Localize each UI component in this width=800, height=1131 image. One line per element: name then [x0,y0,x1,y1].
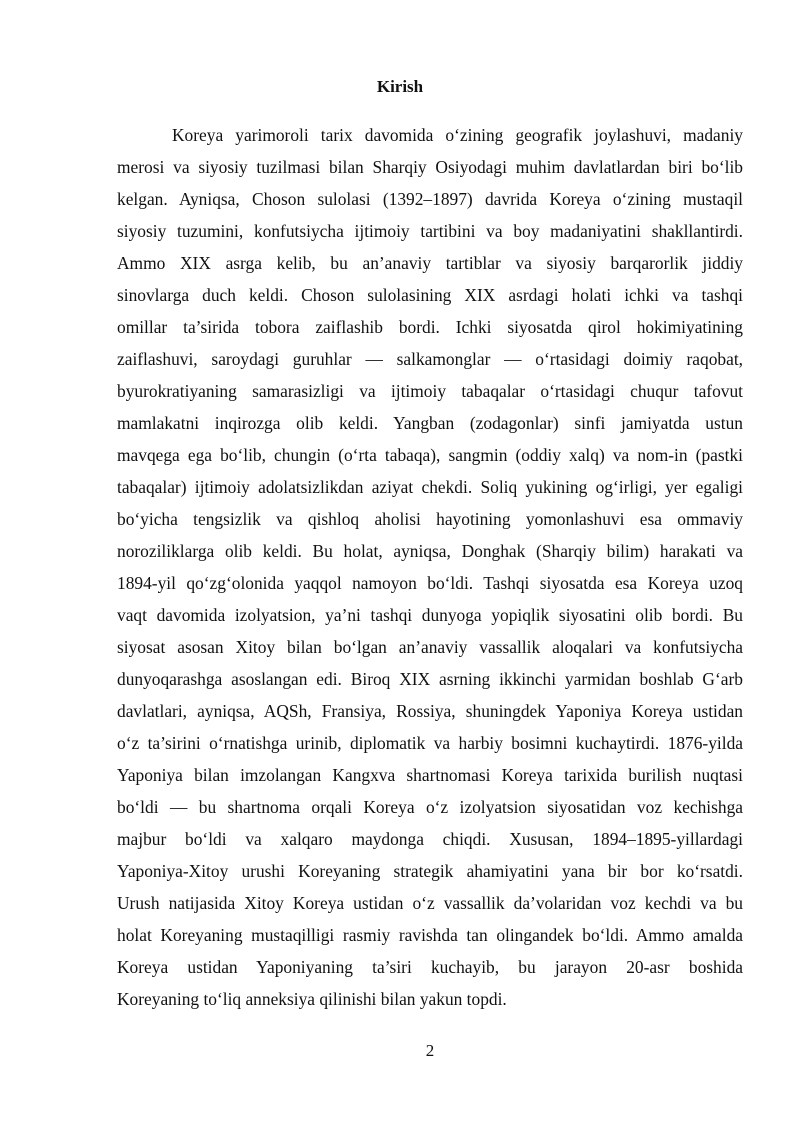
paragraph-line: davlatlari, ayniqsa, AQSh, Fransiya, Rossiya, shuningdek Yaponiya Koreya ustidan [117,701,743,721]
paragraph-line: siyosiy tuzumini, konfutsiycha ijtimoiy tartibini va boy madaniyatini shakllantirdi. [117,221,743,241]
paragraph-line: merosi va siyosiy tuzilmasi bilan Sharqiy Osiyodagi muhim davlatlardan biri bo‘lib [117,157,743,177]
paragraph-line: Yaponiya-Xitoy urushi Koreyaning strategik ahamiyatini yana bir bor ko‘rsatdi. [117,861,743,881]
paragraph-line: vaqt davomida izolyatsion, ya’ni tashqi dunyoga yopiqlik siyosatini olib bordi. Bu [117,605,743,625]
paragraph-line: Koreya ustidan Yaponiyaning ta’siri kuchayib, bu jarayon 20-asr boshida [117,957,743,977]
paragraph-line: siyosat asosan Xitoy bilan bo‘lgan an’anaviy vassallik aloqalari va konfutsiycha [117,637,743,657]
paragraph-line: omillar ta’sirida tobora zaiflashib bordi. Ichki siyosatda qirol hokimiyatining [117,317,743,337]
paragraph-line: holat Koreyaning mustaqilligi rasmiy ravishda tan olingandek bo‘ldi. Ammo amalda [117,925,743,945]
paragraph-line: noroziliklarga olib keldi. Bu holat, ayniqsa, Donghak (Sharqiy bilim) harakati va [117,541,743,561]
paragraph-line: zaiflashuvi, saroydagi guruhlar — salkamonglar — o‘rtasidagi doimiy raqobat, [117,349,743,369]
paragraph-line: kelgan. Ayniqsa, Choson sulolasi (1392–1897) davrida Koreya o‘zining mustaqil [117,189,743,209]
paragraph-line: bo‘ldi — bu shartnoma orqali Koreya o‘z izolyatsion siyosatidan voz kechishga [117,797,743,817]
paragraph-line: dunyoqarashga asoslangan edi. Biroq XIX asrning ikkinchi yarmidan boshlab G‘arb [117,669,743,689]
section-title: Kirish [376,77,424,96]
paragraph-line: Koreyaning to‘liq anneksiya qilinishi bilan yakun topdi. [117,989,507,1009]
paragraph-line: o‘z ta’sirini o‘rnatishga urinib, diplomatik va harbiy bosimni kuchaytirdi. 1876-yilda [117,733,743,753]
body-paragraph [117,119,743,1015]
page-number: 2 [425,1041,435,1060]
paragraph-line: byurokratiyaning samarasizligi va ijtimoiy tabaqalar o‘rtasidagi chuqur tafovut [117,381,743,401]
paragraph-line: Koreya yarimoroli tarix davomida o‘zining geografik joylashuvi, madaniy [172,125,743,145]
paragraph-line: tabaqalar) ijtimoiy adolatsizlikdan aziyat chekdi. Soliq yukining og‘irligi, yer egaligi [117,477,743,497]
paragraph-line: Urush natijasida Xitoy Koreya ustidan o‘z vassallik da’volaridan voz kechdi va bu [117,893,743,913]
paragraph-line: mavqega ega bo‘lib, chungin (o‘rta tabaqa), sangmin (oddiy xalq) va nom-in (pastki [117,445,743,465]
paragraph-line: bo‘yicha tengsizlik va qishloq aholisi hayotining yomonlashuvi esa ommaviy [117,509,743,529]
paragraph-line: Ammo XIX asrga kelib, bu an’anaviy tartiblar va siyosiy barqarorlik jiddiy [117,253,743,273]
paragraph-line: 1894-yil qo‘zg‘olonida yaqqol namoyon bo‘ldi. Tashqi siyosatda esa Koreya uzoq [117,573,743,593]
paragraph-line: majbur bo‘ldi va xalqaro maydonga chiqdi. Xususan, 1894–1895-yillardagi [117,829,743,849]
paragraph-line: mamlakatni inqirozga olib keldi. Yangban (zodagonlar) sinfi jamiyatda ustun [117,413,743,433]
paragraph-line: sinovlarga duch keldi. Choson sulolasining XIX asrdagi holati ichki va tashqi [117,285,743,305]
paragraph-line: Yaponiya bilan imzolangan Kangxva shartnomasi Koreya tarixida burilish nuqtasi [117,765,743,785]
